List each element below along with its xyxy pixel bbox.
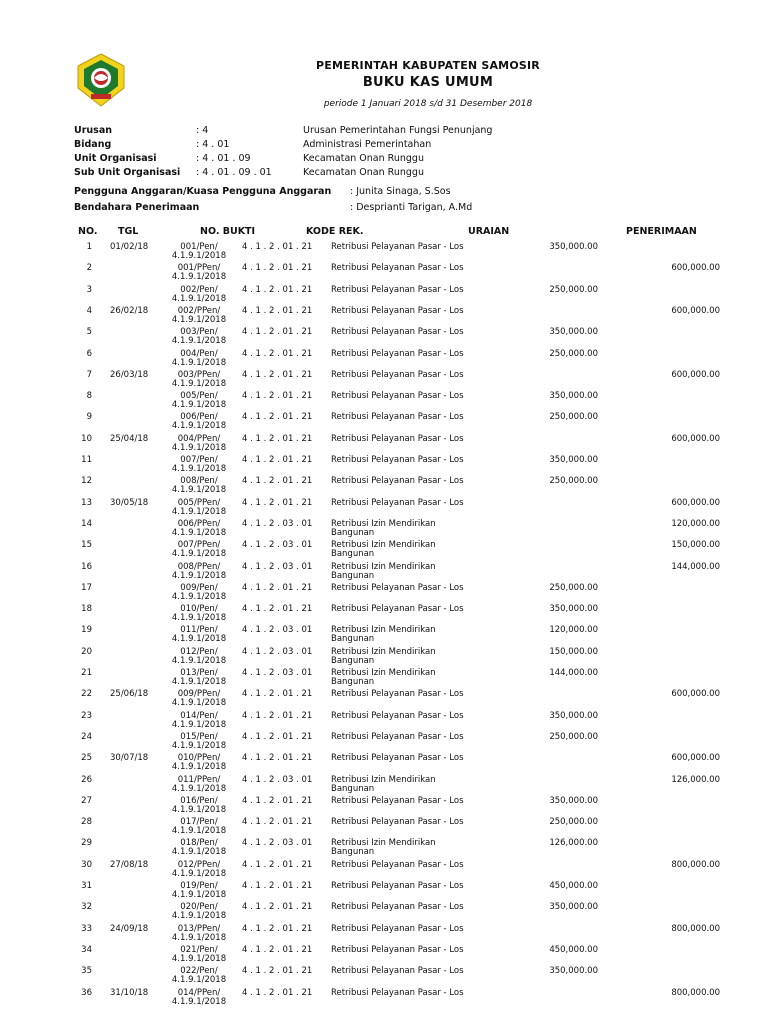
row-kode-rek: 4 . 1 . 2 . 03 . 01 xyxy=(242,646,313,657)
row-number: 5 xyxy=(86,327,92,338)
row-number: 26 xyxy=(81,774,92,785)
row-number: 16 xyxy=(81,561,92,572)
row-kode-rek: 4 . 1 . 2 . 01 . 21 xyxy=(242,944,313,955)
row-kode-rek: 4 . 1 . 2 . 01 . 21 xyxy=(242,242,313,252)
row-bukti-ref: 4.1.9.1/2018 xyxy=(171,762,227,773)
table-row xyxy=(0,818,768,839)
col-header-kode: KODE REK. xyxy=(306,226,364,237)
row-penerimaan: 600,000.00 xyxy=(671,497,720,508)
row-uraian: Retribusi Pelayanan Pasar - Los xyxy=(331,263,464,274)
urusan-label: Urusan xyxy=(74,125,112,136)
row-amount: 350,000.00 xyxy=(549,710,598,721)
table-row xyxy=(0,946,768,967)
row-kode-rek: 4 . 1 . 2 . 01 . 21 xyxy=(242,731,313,742)
row-kode-rek: 4 . 1 . 2 . 01 . 21 xyxy=(242,582,313,593)
row-bukti: 012/Pen/ xyxy=(180,646,218,657)
row-bukti-ref: 4.1.9.1/2018 xyxy=(171,293,227,304)
row-penerimaan: 126,000.00 xyxy=(671,774,720,785)
row-bukti: 010/Pen/ xyxy=(180,604,218,615)
row-penerimaan: 600,000.00 xyxy=(671,305,720,316)
table-row xyxy=(0,712,768,733)
row-uraian-cont: Bangunan xyxy=(331,634,375,645)
table-row xyxy=(0,882,768,903)
bidang-label: Bidang xyxy=(74,139,112,150)
row-kode-rek: 4 . 1 . 2 . 01 . 21 xyxy=(242,987,313,998)
row-kode-rek: 4 . 1 . 2 . 01 . 21 xyxy=(242,753,313,764)
row-bukti: 001/PPen/ xyxy=(177,263,221,274)
row-amount: 450,000.00 xyxy=(549,881,598,891)
row-kode-rek: 4 . 1 . 2 . 01 . 21 xyxy=(242,497,313,508)
row-number: 18 xyxy=(81,604,92,615)
row-amount: 250,000.00 xyxy=(549,476,598,487)
row-kode-rek: 4 . 1 . 2 . 03 . 01 xyxy=(242,540,313,551)
row-bukti: 013/Pen/ xyxy=(180,668,218,678)
row-kode-rek: 4 . 1 . 2 . 01 . 21 xyxy=(242,284,313,295)
row-bukti-ref: 4.1.9.1/2018 xyxy=(171,421,227,432)
row-date: 30/05/18 xyxy=(110,497,149,508)
row-date: 24/09/18 xyxy=(110,923,149,934)
table-row xyxy=(0,648,768,669)
table-row xyxy=(0,797,768,818)
subunit-label: Sub Unit Organisasi xyxy=(74,167,181,178)
row-bukti: 007/PPen/ xyxy=(177,540,221,551)
row-amount: 250,000.00 xyxy=(549,348,598,359)
table-row xyxy=(0,520,768,541)
row-bukti-ref: 4.1.9.1/2018 xyxy=(171,804,227,815)
row-uraian: Retribusi Pelayanan Pasar - Los xyxy=(331,710,464,721)
row-kode-rek: 4 . 1 . 2 . 01 . 21 xyxy=(242,710,313,721)
row-number: 31 xyxy=(81,881,92,891)
row-bukti-ref: 4.1.9.1/2018 xyxy=(171,613,227,624)
bidang-name: Administrasi Pemerintahan xyxy=(303,139,432,150)
table-row xyxy=(0,754,768,775)
row-penerimaan: 600,000.00 xyxy=(671,263,720,274)
row-uraian: Retribusi Pelayanan Pasar - Los xyxy=(331,944,464,955)
table-row xyxy=(0,243,768,264)
row-number: 6 xyxy=(86,348,92,359)
row-bukti: 012/PPen/ xyxy=(177,859,221,870)
row-date: 30/07/18 xyxy=(110,753,149,764)
row-amount: 350,000.00 xyxy=(549,242,598,252)
row-number: 11 xyxy=(81,455,92,465)
row-amount: 350,000.00 xyxy=(549,604,598,615)
row-number: 25 xyxy=(81,753,92,764)
row-bukti: 003/Pen/ xyxy=(180,327,218,338)
row-uraian: Retribusi Pelayanan Pasar - Los xyxy=(331,817,464,828)
row-bukti-ref: 4.1.9.1/2018 xyxy=(171,826,227,837)
table-row xyxy=(0,435,768,456)
row-bukti-ref: 4.1.9.1/2018 xyxy=(171,953,227,964)
urusan-name: Urusan Pemerintahan Fungsi Penunjang xyxy=(303,125,493,136)
row-bukti: 014/Pen/ xyxy=(180,710,218,721)
table-row xyxy=(0,264,768,285)
row-number: 4 xyxy=(86,305,92,316)
row-uraian: Retribusi Pelayanan Pasar - Los xyxy=(331,476,464,487)
row-bukti: 006/Pen/ xyxy=(180,412,218,423)
row-penerimaan: 600,000.00 xyxy=(671,753,720,764)
row-bukti-ref: 4.1.9.1/2018 xyxy=(171,570,227,581)
row-amount: 450,000.00 xyxy=(549,944,598,955)
pengguna-label: Pengguna Anggaran/Kuasa Pengguna Anggaran xyxy=(74,186,332,197)
table-row xyxy=(0,499,768,520)
row-number: 1 xyxy=(86,242,92,252)
table-row xyxy=(0,307,768,328)
row-number: 28 xyxy=(81,817,92,828)
row-uraian: Retribusi Izin Mendirikan xyxy=(331,646,436,657)
row-kode-rek: 4 . 1 . 2 . 03 . 01 xyxy=(242,668,313,678)
row-bukti-ref: 4.1.9.1/2018 xyxy=(171,975,227,986)
row-penerimaan: 144,000.00 xyxy=(671,561,720,572)
row-number: 13 xyxy=(81,497,92,508)
government-name: PEMERINTAH KABUPATEN SAMOSIR xyxy=(316,59,540,72)
row-bukti: 004/Pen/ xyxy=(180,348,218,359)
row-uraian: Retribusi Pelayanan Pasar - Los xyxy=(331,369,464,380)
row-amount: 126,000.00 xyxy=(549,838,598,849)
row-number: 23 xyxy=(81,710,92,721)
row-bukti: 005/Pen/ xyxy=(180,391,218,402)
table-row xyxy=(0,861,768,882)
row-number: 24 xyxy=(81,731,92,742)
row-kode-rek: 4 . 1 . 2 . 01 . 21 xyxy=(242,476,313,487)
row-uraian: Retribusi Pelayanan Pasar - Los xyxy=(331,731,464,742)
bidang-code: : 4 . 01 xyxy=(196,139,230,150)
row-amount: 144,000.00 xyxy=(549,668,598,678)
row-bukti-ref: 4.1.9.1/2018 xyxy=(171,506,227,517)
table-row xyxy=(0,286,768,307)
row-kode-rek: 4 . 1 . 2 . 01 . 21 xyxy=(242,881,313,891)
row-number: 19 xyxy=(81,625,92,636)
row-uraian: Retribusi Pelayanan Pasar - Los xyxy=(331,859,464,870)
row-bukti-ref: 4.1.9.1/2018 xyxy=(171,868,227,879)
row-bukti-ref: 4.1.9.1/2018 xyxy=(171,634,227,645)
row-number: 35 xyxy=(81,966,92,977)
row-uraian: Retribusi Izin Mendirikan xyxy=(331,561,436,572)
row-bukti-ref: 4.1.9.1/2018 xyxy=(171,272,227,283)
row-amount: 350,000.00 xyxy=(549,391,598,402)
row-bukti: 014/PPen/ xyxy=(177,987,221,998)
row-number: 34 xyxy=(81,944,92,955)
row-uraian: Retribusi Pelayanan Pasar - Los xyxy=(331,881,464,891)
row-uraian: Retribusi Pelayanan Pasar - Los xyxy=(331,902,464,913)
row-bukti: 007/Pen/ xyxy=(180,455,218,465)
table-row xyxy=(0,328,768,349)
row-uraian: Retribusi Pelayanan Pasar - Los xyxy=(331,327,464,338)
table-row xyxy=(0,584,768,605)
table-row xyxy=(0,605,768,626)
row-bukti-ref: 4.1.9.1/2018 xyxy=(171,698,227,709)
row-bukti-ref: 4.1.9.1/2018 xyxy=(171,527,227,538)
row-number: 10 xyxy=(81,433,92,444)
row-kode-rek: 4 . 1 . 2 . 03 . 01 xyxy=(242,518,313,529)
row-amount: 250,000.00 xyxy=(549,412,598,423)
row-date: 25/06/18 xyxy=(110,689,149,700)
unit-name: Kecamatan Onan Runggu xyxy=(303,153,424,164)
row-uraian: Retribusi Izin Mendirikan xyxy=(331,540,436,551)
row-kode-rek: 4 . 1 . 2 . 01 . 21 xyxy=(242,327,313,338)
row-uraian-cont: Bangunan xyxy=(331,570,375,581)
row-bukti-ref: 4.1.9.1/2018 xyxy=(171,357,227,368)
row-bukti: 006/PPen/ xyxy=(177,518,221,529)
row-uraian: Retribusi Pelayanan Pasar - Los xyxy=(331,348,464,359)
row-amount: 250,000.00 xyxy=(549,817,598,828)
row-uraian: Retribusi Pelayanan Pasar - Los xyxy=(331,966,464,977)
row-uraian: Retribusi Pelayanan Pasar - Los xyxy=(331,284,464,295)
col-header-tgl: TGL xyxy=(118,226,139,237)
bendahara-label: Bendahara Penerimaan xyxy=(74,202,200,213)
col-header-penerimaan: PENERIMAAN xyxy=(626,226,697,237)
row-number: 30 xyxy=(81,859,92,870)
row-penerimaan: 600,000.00 xyxy=(671,369,720,380)
col-header-no: NO. xyxy=(78,226,98,237)
row-uraian: Retribusi Pelayanan Pasar - Los xyxy=(331,753,464,764)
row-kode-rek: 4 . 1 . 2 . 03 . 01 xyxy=(242,838,313,849)
unit-code: : 4 . 01 . 09 xyxy=(196,153,251,164)
row-kode-rek: 4 . 1 . 2 . 03 . 01 xyxy=(242,561,313,572)
unit-label: Unit Organisasi xyxy=(74,153,157,164)
row-bukti-ref: 4.1.9.1/2018 xyxy=(171,336,227,347)
row-number: 12 xyxy=(81,476,92,487)
row-kode-rek: 4 . 1 . 2 . 01 . 21 xyxy=(242,263,313,274)
row-bukti: 003/PPen/ xyxy=(177,369,221,380)
row-penerimaan: 600,000.00 xyxy=(671,433,720,444)
table-row xyxy=(0,371,768,392)
row-uraian: Retribusi Izin Mendirikan xyxy=(331,838,436,849)
row-kode-rek: 4 . 1 . 2 . 01 . 21 xyxy=(242,604,313,615)
row-bukti-ref: 4.1.9.1/2018 xyxy=(171,464,227,474)
row-bukti-ref: 4.1.9.1/2018 xyxy=(171,251,227,261)
row-amount: 120,000.00 xyxy=(549,625,598,636)
row-kode-rek: 4 . 1 . 2 . 03 . 01 xyxy=(242,774,313,785)
table-row xyxy=(0,563,768,584)
row-amount: 250,000.00 xyxy=(549,582,598,593)
row-amount: 350,000.00 xyxy=(549,966,598,977)
row-bukti-ref: 4.1.9.1/2018 xyxy=(171,740,227,751)
row-bukti-ref: 4.1.9.1/2018 xyxy=(171,549,227,560)
row-bukti: 005/PPen/ xyxy=(177,497,221,508)
document-title: BUKU KAS UMUM xyxy=(362,75,494,90)
table-row xyxy=(0,626,768,647)
row-kode-rek: 4 . 1 . 2 . 01 . 21 xyxy=(242,689,313,700)
table-row xyxy=(0,903,768,924)
row-kode-rek: 4 . 1 . 2 . 01 . 21 xyxy=(242,455,313,465)
row-date: 31/10/18 xyxy=(110,987,149,998)
row-bukti-ref: 4.1.9.1/2018 xyxy=(171,378,227,389)
urusan-code: : 4 xyxy=(196,125,209,136)
row-number: 15 xyxy=(81,540,92,551)
row-bukti-ref: 4.1.9.1/2018 xyxy=(171,719,227,730)
row-uraian: Retribusi Pelayanan Pasar - Los xyxy=(331,305,464,316)
row-number: 3 xyxy=(86,284,92,295)
row-kode-rek: 4 . 1 . 2 . 01 . 21 xyxy=(242,433,313,444)
row-kode-rek: 4 . 1 . 2 . 01 . 21 xyxy=(242,795,313,806)
row-number: 33 xyxy=(81,923,92,934)
row-bukti: 008/Pen/ xyxy=(180,476,218,487)
subunit-name: Kecamatan Onan Runggu xyxy=(303,167,424,178)
row-bukti-ref: 4.1.9.1/2018 xyxy=(171,911,227,922)
row-bukti: 022/Pen/ xyxy=(180,966,218,977)
row-number: 20 xyxy=(81,646,92,657)
row-penerimaan: 150,000.00 xyxy=(671,540,720,551)
row-penerimaan: 120,000.00 xyxy=(671,518,720,529)
table-row xyxy=(0,669,768,690)
row-number: 9 xyxy=(86,412,92,423)
row-uraian: Retribusi Pelayanan Pasar - Los xyxy=(331,497,464,508)
row-bukti-ref: 4.1.9.1/2018 xyxy=(171,847,227,858)
row-bukti: 021/Pen/ xyxy=(180,944,218,955)
row-number: 2 xyxy=(86,263,92,274)
col-header-uraian: URAIAN xyxy=(468,226,510,237)
row-number: 22 xyxy=(81,689,92,700)
row-uraian: Retribusi Pelayanan Pasar - Los xyxy=(331,987,464,998)
row-number: 36 xyxy=(81,987,92,998)
row-number: 27 xyxy=(81,795,92,806)
row-number: 17 xyxy=(81,582,92,593)
table-row xyxy=(0,989,768,1010)
col-header-bukti: NO. BUKTI xyxy=(200,226,256,237)
row-kode-rek: 4 . 1 . 2 . 01 . 21 xyxy=(242,348,313,359)
row-penerimaan: 800,000.00 xyxy=(671,923,720,934)
row-kode-rek: 4 . 1 . 2 . 01 . 21 xyxy=(242,902,313,913)
row-amount: 150,000.00 xyxy=(549,646,598,657)
row-number: 29 xyxy=(81,838,92,849)
row-bukti: 008/PPen/ xyxy=(177,561,221,572)
document-period: periode 1 Januari 2018 s/d 31 Desember 2018 xyxy=(323,99,533,109)
row-number: 7 xyxy=(86,369,92,380)
row-uraian: Retribusi Pelayanan Pasar - Los xyxy=(331,582,464,593)
row-amount: 350,000.00 xyxy=(549,455,598,465)
row-uraian: Retribusi Pelayanan Pasar - Los xyxy=(331,689,464,700)
row-uraian: Retribusi Izin Mendirikan xyxy=(331,518,436,529)
row-uraian-cont: Bangunan xyxy=(331,527,375,538)
table-row xyxy=(0,350,768,371)
subunit-code: : 4 . 01 . 09 . 01 xyxy=(196,167,272,178)
table-row xyxy=(0,733,768,754)
row-bukti: 017/Pen/ xyxy=(180,817,218,828)
table-row xyxy=(0,456,768,477)
row-uraian: Retribusi Izin Mendirikan xyxy=(331,668,436,678)
row-bukti-ref: 4.1.9.1/2018 xyxy=(171,932,227,943)
row-uraian-cont: Bangunan xyxy=(331,677,375,687)
row-bukti-ref: 4.1.9.1/2018 xyxy=(171,442,227,453)
row-kode-rek: 4 . 1 . 2 . 03 . 01 xyxy=(242,625,313,636)
row-uraian: Retribusi Pelayanan Pasar - Los xyxy=(331,242,464,252)
row-bukti-ref: 4.1.9.1/2018 xyxy=(171,591,227,602)
row-amount: 350,000.00 xyxy=(549,902,598,913)
row-number: 21 xyxy=(81,668,92,678)
row-uraian: Retribusi Izin Mendirikan xyxy=(331,625,436,636)
row-kode-rek: 4 . 1 . 2 . 01 . 21 xyxy=(242,369,313,380)
row-number: 14 xyxy=(81,518,92,529)
row-bukti-ref: 4.1.9.1/2018 xyxy=(171,485,227,496)
row-uraian-cont: Bangunan xyxy=(331,847,375,858)
row-bukti: 018/Pen/ xyxy=(180,838,218,849)
row-bukti-ref: 4.1.9.1/2018 xyxy=(171,677,227,687)
row-amount: 250,000.00 xyxy=(549,731,598,742)
row-uraian: Retribusi Pelayanan Pasar - Los xyxy=(331,433,464,444)
table-row xyxy=(0,967,768,988)
row-bukti: 009/Pen/ xyxy=(180,582,218,593)
table-row xyxy=(0,392,768,413)
row-uraian: Retribusi Pelayanan Pasar - Los xyxy=(331,604,464,615)
row-uraian: Retribusi Izin Mendirikan xyxy=(331,774,436,785)
table-row xyxy=(0,925,768,946)
row-bukti: 011/PPen/ xyxy=(177,774,221,785)
row-bukti-ref: 4.1.9.1/2018 xyxy=(171,783,227,794)
row-bukti: 002/Pen/ xyxy=(180,284,218,295)
row-bukti-ref: 4.1.9.1/2018 xyxy=(171,400,227,411)
row-kode-rek: 4 . 1 . 2 . 01 . 21 xyxy=(242,923,313,934)
row-uraian-cont: Bangunan xyxy=(331,549,375,560)
row-kode-rek: 4 . 1 . 2 . 01 . 21 xyxy=(242,391,313,402)
row-amount: 250,000.00 xyxy=(549,284,598,295)
table-row xyxy=(0,690,768,711)
row-number: 8 xyxy=(86,391,92,402)
row-date: 27/08/18 xyxy=(110,859,149,870)
table-row xyxy=(0,477,768,498)
row-kode-rek: 4 . 1 . 2 . 01 . 21 xyxy=(242,966,313,977)
row-amount: 350,000.00 xyxy=(549,795,598,806)
row-kode-rek: 4 . 1 . 2 . 01 . 21 xyxy=(242,859,313,870)
row-date: 25/04/18 xyxy=(110,433,149,444)
row-amount: 350,000.00 xyxy=(549,327,598,338)
row-bukti-ref: 4.1.9.1/2018 xyxy=(171,996,227,1007)
row-uraian: Retribusi Pelayanan Pasar - Los xyxy=(331,455,464,465)
row-penerimaan: 800,000.00 xyxy=(671,859,720,870)
bendahara-value: : Desprianti Tarigan, A.Md xyxy=(350,202,473,213)
row-uraian-cont: Bangunan xyxy=(331,655,375,666)
row-date: 01/02/18 xyxy=(110,242,149,252)
row-bukti: 010/PPen/ xyxy=(177,753,221,764)
pengguna-value: : Junita Sinaga, S.Sos xyxy=(350,186,451,197)
row-bukti: 015/Pen/ xyxy=(180,731,218,742)
row-uraian-cont: Bangunan xyxy=(331,783,375,794)
row-kode-rek: 4 . 1 . 2 . 01 . 21 xyxy=(242,817,313,828)
row-kode-rek: 4 . 1 . 2 . 01 . 21 xyxy=(242,305,313,316)
row-penerimaan: 800,000.00 xyxy=(671,987,720,998)
row-bukti: 001/Pen/ xyxy=(180,242,218,252)
row-bukti: 011/Pen/ xyxy=(180,625,218,636)
row-number: 32 xyxy=(81,902,92,913)
row-bukti: 013/PPen/ xyxy=(177,923,221,934)
row-uraian: Retribusi Pelayanan Pasar - Los xyxy=(331,391,464,402)
row-uraian: Retribusi Pelayanan Pasar - Los xyxy=(331,923,464,934)
row-bukti: 002/PPen/ xyxy=(177,305,221,316)
row-uraian: Retribusi Pelayanan Pasar - Los xyxy=(331,412,464,423)
table-row xyxy=(0,839,768,860)
row-kode-rek: 4 . 1 . 2 . 01 . 21 xyxy=(242,412,313,423)
table-row xyxy=(0,776,768,797)
row-date: 26/03/18 xyxy=(110,369,149,380)
row-bukti-ref: 4.1.9.1/2018 xyxy=(171,314,227,325)
row-bukti: 019/Pen/ xyxy=(180,881,218,891)
row-bukti: 009/PPen/ xyxy=(177,689,221,700)
row-bukti: 016/Pen/ xyxy=(180,795,218,806)
row-bukti-ref: 4.1.9.1/2018 xyxy=(171,655,227,666)
row-uraian: Retribusi Pelayanan Pasar - Los xyxy=(331,795,464,806)
row-bukti: 020/Pen/ xyxy=(180,902,218,913)
table-row xyxy=(0,541,768,562)
row-penerimaan: 600,000.00 xyxy=(671,689,720,700)
row-bukti: 004/PPen/ xyxy=(177,433,221,444)
row-date: 26/02/18 xyxy=(110,305,149,316)
table-row xyxy=(0,413,768,434)
row-bukti-ref: 4.1.9.1/2018 xyxy=(171,890,227,900)
